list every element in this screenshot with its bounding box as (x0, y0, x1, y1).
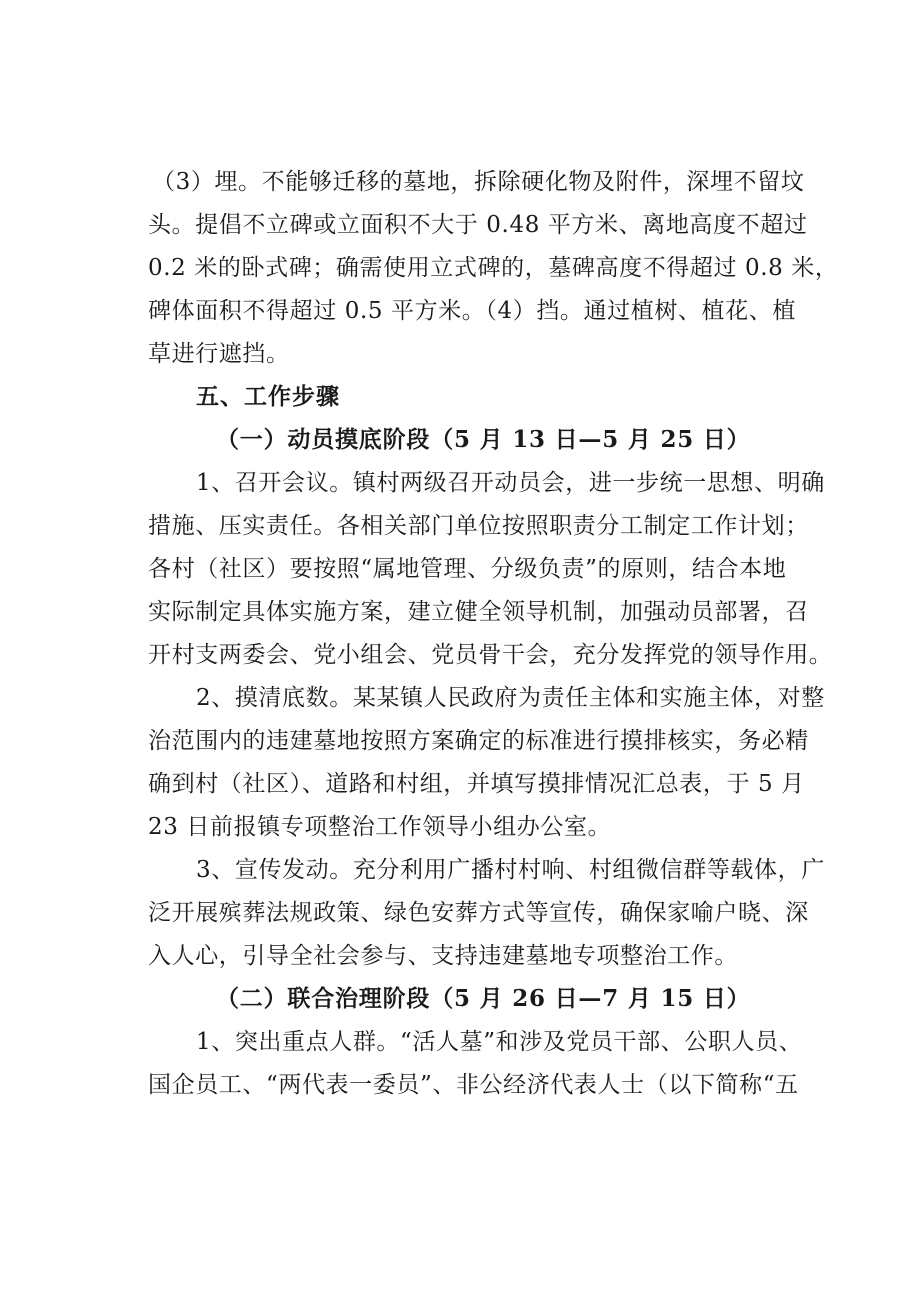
section-heading: 五、工作步骤 (196, 384, 340, 410)
subsection-heading: （一）动员摸底阶段（5 月 13 日—5 月 25 日） (216, 426, 751, 453)
paragraph-line: 措施、压实责任。各相关部门单位按照职责分工制定工作计划； (148, 513, 809, 539)
paragraph-line: 1、召开会议。镇村两级召开动员会，进一步统一思想、明确 (196, 470, 825, 496)
paragraph-line: 0.2 米的卧式碑；确需使用立式碑的，墓碑高度不得超过 0.8 米， (148, 255, 839, 281)
paragraph-line: 2、摸清底数。某某镇人民政府为责任主体和实施主体，对整 (196, 685, 825, 711)
paragraph-line: 国企员工、“两代表一委员”、非公经济代表人士（以下简称“五 (148, 1072, 799, 1098)
paragraph-line: 碑体面积不得超过 0.5 平方米。（4）挡。通过植树、植花、植 (148, 298, 796, 324)
paragraph-line: 实际制定具体实施方案，建立健全领导机制，加强动员部署，召 (148, 599, 809, 625)
subsection-heading: （二）联合治理阶段（5 月 26 日—7 月 15 日） (216, 985, 751, 1012)
paragraph-line: 确到村（社区）、道路和村组，并填写摸排情况汇总表，于 5 月 (148, 771, 805, 797)
paragraph-line: 1、突出重点人群。“活人墓”和涉及党员干部、公职人员、 (196, 1029, 803, 1055)
paragraph-line: 治范围内的违建墓地按照方案确定的标准进行摸排核实，务必精 (148, 728, 809, 754)
paragraph-line: 泛开展殡葬法规政策、绿色安葬方式等宣传，确保家喻户晓、深 (148, 900, 809, 926)
paragraph-line: 3、宣传发动。充分利用广播村村响、村组微信群等载体，广 (196, 857, 825, 883)
paragraph-line: 开村支两委会、党小组会、党员骨干会，充分发挥党的领导作用。 (148, 642, 833, 668)
paragraph-line: 各村（社区）要按照“属地管理、分级负责”的原则，结合本地 (148, 556, 787, 582)
paragraph-line: 头。提倡不立碑或立面积不大于 0.48 平方米、离地高度不超过 (148, 212, 808, 238)
paragraph-line: （3）埋。不能够迁移的墓地，拆除硬化物及附件，深埋不留坟 (152, 169, 805, 195)
paragraph-line: 23 日前报镇专项整治工作领导小组办公室。 (148, 814, 612, 840)
paragraph-line: 入人心，引导全社会参与、支持违建墓地专项整治工作。 (148, 943, 738, 969)
paragraph-line: 草进行遮挡。 (148, 341, 290, 367)
